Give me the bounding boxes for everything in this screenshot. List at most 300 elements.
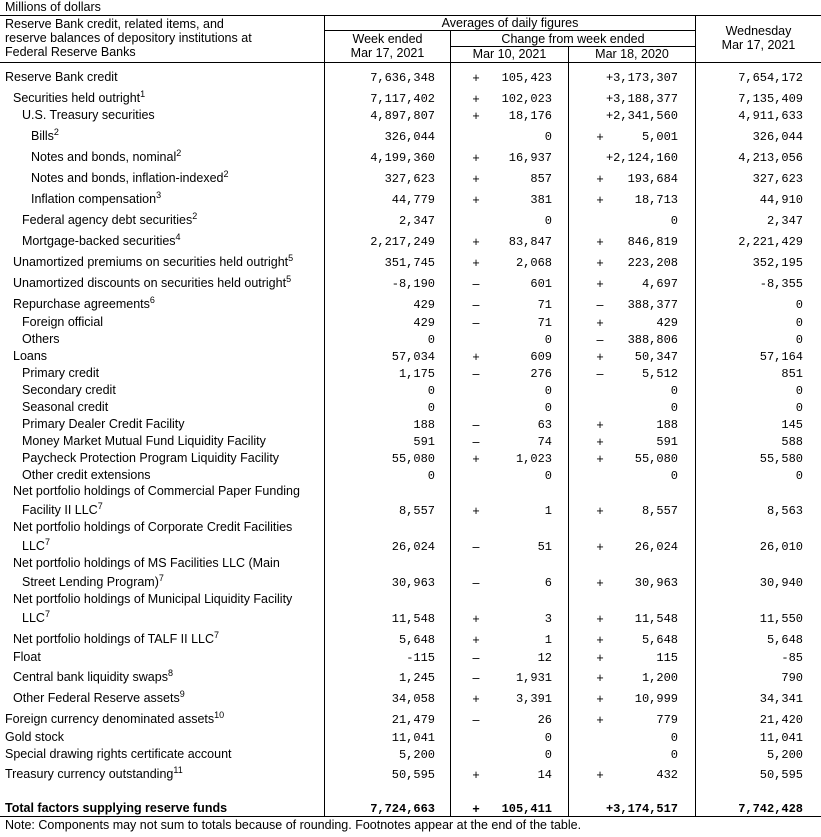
change-1-sign: + [472,802,480,816]
change-2-value: 591 [656,435,678,449]
row-label [13,667,173,684]
row-label-text: Others [22,332,60,346]
row-label-text: Special drawing rights certificate account [5,747,232,761]
row-label-line-1: Net portfolio holdings of Commercial Paper Funding [13,484,300,498]
footnote-ref: 1 [140,88,146,99]
change-1-sign: – [472,298,480,312]
change-1-sign: + [472,633,480,647]
change-2-value: +3,188,377 [605,92,678,106]
units-note: Millions of dollars [5,0,101,14]
change-1-value: 601 [530,277,552,291]
wednesday-value: 352,195 [752,256,803,270]
change-1-value: 1 [544,504,552,518]
row-label-text: Primary Dealer Credit Facility [22,417,185,431]
change-1-value: 6 [544,576,552,590]
row-label-text: Other Federal Reserve assets [13,691,180,705]
wednesday-value: 0 [795,401,803,415]
week-value: 4,897,807 [370,109,435,123]
change-2-sign: + [596,713,604,727]
change-1-value: 3,391 [515,692,552,706]
row-label [22,231,181,248]
change-1-value: 276 [530,367,552,381]
footnote: Note: Components may not sum to totals because of rounding. Footnotes appear at the end of the table. [5,818,582,832]
row-label-text: Loans [13,349,48,363]
wednesday-value: 44,910 [759,193,803,207]
change-2-value: 388,806 [627,333,678,347]
change-2-sign: – [596,298,604,312]
week-value: 2,347 [398,214,435,228]
row-label [22,366,99,380]
change-2-sign: + [596,316,604,330]
mar18-header: Mar 18, 2020 [595,47,669,61]
change-1-value: 0 [544,130,552,144]
week-value: 327,623 [384,172,435,186]
change-1-sign: + [472,612,480,626]
row-label-text: LLC [22,611,45,625]
footnote-ref: 2 [192,210,198,221]
week-value: 30,963 [391,576,435,590]
header-title-line-1: Reserve Bank credit, related items, and [5,17,224,31]
row-label-text: Gold stock [5,730,65,744]
row-label-text: Float [13,650,41,664]
vrule-2 [450,31,451,816]
change-1-sign: + [472,504,480,518]
change-2-sign: + [596,504,604,518]
change-1-value: 71 [537,316,552,330]
week-value: 188 [413,418,435,432]
change-1-sign: + [472,172,480,186]
change-2-value: +2,124,160 [605,151,678,165]
row-label [31,168,229,185]
row-label [22,417,185,431]
change-1-sign: – [472,435,480,449]
week-value: 7,636,348 [370,71,435,85]
footnote-ref: 9 [179,688,185,699]
change-2-sign: + [596,692,604,706]
change-1-sign: – [472,671,480,685]
wednesday-value: 7,135,409 [738,92,803,106]
change-1-value: 1,023 [515,452,552,466]
change-2-value: 193,684 [627,172,678,186]
row-label-text: Facility II LLC [22,503,98,517]
footnote-ref: 3 [156,189,162,200]
change-1-value: 0 [544,469,552,483]
week-ended-label: Week ended [352,32,423,46]
wednesday-value: 8,563 [766,504,803,518]
row-label-text: Seasonal credit [22,400,109,414]
change-1-sign: + [472,235,480,249]
week-value: 0 [427,469,435,483]
week-value: 429 [413,316,435,330]
row-label [5,709,225,726]
wednesday-value: 4,911,633 [738,109,803,123]
week-value: 8,557 [398,504,435,518]
change-2-sign: + [596,651,604,665]
change-2-value: 50,347 [634,350,678,364]
wednesday-value: 2,221,429 [738,235,803,249]
change-1-sign: – [472,651,480,665]
wednesday-value: 145 [781,418,803,432]
change-2-value: 4,697 [641,277,678,291]
row-label-text: Unamortized premiums on securities held outright [13,255,289,269]
row-label [5,747,232,761]
row-label-text: Total factors supplying reserve funds [5,801,228,815]
change-2-sign: + [596,576,604,590]
week-value: -8,190 [391,277,435,291]
wednesday-value: 11,041 [759,731,803,745]
row-label-line-1: Net portfolio holdings of Municipal Liquidity Facility [13,592,293,606]
wednesday-value: 5,648 [766,633,803,647]
row-label-text: Central bank liquidity swaps [13,670,168,684]
row-label [13,252,294,269]
averages-rule [324,30,695,31]
change-2-value: 26,024 [634,540,678,554]
header-title-line-3: Federal Reserve Banks [5,45,136,59]
row-label-text: Reserve Bank credit [5,70,118,84]
week-value: 50,595 [391,768,435,782]
change-1-sign: – [472,316,480,330]
change-1-value: 0 [544,748,552,762]
row-label-text: Net portfolio holdings of TALF II LLC [13,632,215,646]
row-label-line-1: Net portfolio holdings of Corporate Credit Facilities [13,520,293,534]
change-2-value: 11,548 [634,612,678,626]
footnote-ref: 4 [175,231,181,242]
vrule-3 [568,47,569,816]
change-2-value: 5,648 [641,633,678,647]
change-2-value: 5,512 [641,367,678,381]
week-value: 351,745 [384,256,435,270]
row-label [5,801,227,815]
change-2-sign: + [596,193,604,207]
change-1-sign: + [472,692,480,706]
change-2-value: 0 [670,469,678,483]
change-1-value: 0 [544,401,552,415]
wednesday-value: 0 [795,298,803,312]
change-2-value: 188 [656,418,678,432]
change-2-sign: + [596,418,604,432]
footnote-ref: 7 [158,572,164,583]
change-2-value: 0 [670,731,678,745]
change-1-sign: – [472,576,480,590]
week-value: 44,779 [391,193,435,207]
change-2-sign: – [596,333,604,347]
change-1-value: 0 [544,731,552,745]
footnote-ref: 5 [288,252,294,263]
wednesday-value: 11,550 [759,612,803,626]
change-1-value: 16,937 [508,151,552,165]
change-2-value: 30,963 [634,576,678,590]
wednesday-date: Mar 17, 2021 [721,38,796,52]
vrule-4 [695,15,696,816]
change-1-sign: + [472,452,480,466]
week-value: 11,041 [391,731,435,745]
wednesday-label: Wednesday [725,24,792,38]
row-label-text: Street Lending Program) [22,575,159,589]
week-value: 34,058 [391,692,435,706]
row-label [31,147,182,164]
week-value: 55,080 [391,452,435,466]
change-1-sign: – [472,418,480,432]
row-label [22,315,103,329]
row-label [13,88,146,105]
change-1-value: 14 [537,768,552,782]
footnote-ref: 10 [214,709,225,720]
row-label-text: Federal agency debt securities [22,213,193,227]
change-header: Change from week ended [501,32,645,46]
change-2-sign: + [596,256,604,270]
row-label-text: Mortgage-backed securities [22,234,176,248]
week-value: 0 [427,333,435,347]
row-label [22,210,198,227]
footnote-ref: 11 [173,764,183,775]
header-title [5,17,252,59]
change-1-sign: – [472,367,480,381]
week-value: 0 [427,384,435,398]
wednesday-value: 50,595 [759,768,803,782]
row-label [22,108,155,122]
week-value: 0 [427,401,435,415]
wednesday-value: 326,044 [752,130,803,144]
change-2-sign: + [596,671,604,685]
change-1-value: 18,176 [508,109,552,123]
wednesday-value: 4,213,056 [738,151,803,165]
change-1-value: 3 [544,612,552,626]
change-1-value: 1 [544,633,552,647]
row-label-text: Notes and bonds, inflation-indexed [31,171,224,185]
footnote-ref: 7 [214,629,220,640]
change-1-sign: + [472,92,480,106]
wednesday-value: 55,580 [759,452,803,466]
footnote-ref: 2 [53,126,59,137]
change-1-value: 102,023 [501,92,552,106]
wednesday-value: 327,623 [752,172,803,186]
row-label-text: LLC [22,539,45,553]
change-1-value: 83,847 [508,235,552,249]
row-label-text: Money Market Mutual Fund Liquidity Facility [22,434,266,448]
week-value: 2,217,249 [370,235,435,249]
week-value: 326,044 [384,130,435,144]
wednesday-value: 2,347 [766,214,803,228]
week-value: 1,175 [398,367,435,381]
row-label-text: Bills [31,129,54,143]
row-label-text: Primary credit [22,366,100,380]
week-value: 11,548 [391,612,435,626]
change-1-value: 0 [544,214,552,228]
week-value: 5,200 [398,748,435,762]
change-1-sign: + [472,768,480,782]
row-label-text: Notes and bonds, nominal [31,150,177,164]
change-2-sign: + [596,277,604,291]
wednesday-value: 34,341 [759,692,803,706]
week-value: 7,724,663 [370,802,435,816]
row-label [5,70,118,84]
change-2-sign: + [596,130,604,144]
wednesday-value: 7,742,428 [738,802,803,816]
row-label [31,126,59,143]
wednesday-value: 851 [781,367,803,381]
week-value: 21,479 [391,713,435,727]
footnote-ref: 6 [149,294,155,305]
row-label-text: Foreign currency denominated assets [5,712,215,726]
averages-header: Averages of daily figures [441,16,579,30]
row-label [22,400,108,414]
row-label [31,189,162,206]
row-label-text: Secondary credit [22,383,116,397]
change-1-value: 609 [530,350,552,364]
change-1-sign: + [472,109,480,123]
change-2-value: 779 [656,713,678,727]
header-bottom-rule [0,62,821,63]
week-value: 5,648 [398,633,435,647]
row-label-text: Unamortized discounts on securities held outright [13,276,287,290]
change-2-sign: + [596,768,604,782]
change-2-sign: + [596,452,604,466]
week-value: 26,024 [391,540,435,554]
footnote-ref: 7 [97,500,103,511]
week-value: 429 [413,298,435,312]
change-1-value: 71 [537,298,552,312]
row-label [22,572,164,589]
week-value: 4,199,360 [370,151,435,165]
vrule-1 [324,15,325,816]
footnote-ref: 2 [176,147,182,158]
row-label [13,349,47,363]
wednesday-value: 0 [795,469,803,483]
change-1-value: 2,068 [515,256,552,270]
row-label [13,273,292,290]
change-1-value: 0 [544,384,552,398]
change-2-value: 0 [670,748,678,762]
change-1-value: 12 [537,651,552,665]
change-2-value: 8,557 [641,504,678,518]
row-label [13,294,155,311]
week-ended-date: Mar 17, 2021 [350,46,425,60]
change-2-sign: + [596,350,604,364]
change-2-value: 223,208 [627,256,678,270]
row-label-line-1: Net portfolio holdings of MS Facilities LLC (Main [13,556,280,570]
row-label [22,536,50,553]
row-label [5,730,64,744]
footnote-ref: 5 [286,273,292,284]
change-2-value: 846,819 [627,235,678,249]
row-label [13,650,41,664]
change-2-value: 388,377 [627,298,678,312]
change-2-value: 55,080 [634,452,678,466]
wednesday-value: 0 [795,384,803,398]
wednesday-value: 26,010 [759,540,803,554]
change-1-sign: – [472,540,480,554]
row-label [22,434,266,448]
week-ended-header [325,32,450,60]
row-label-text: Other credit extensions [22,468,151,482]
change-1-value: 1,931 [515,671,552,685]
change-1-value: 63 [537,418,552,432]
change-2-value: +2,341,560 [605,109,678,123]
row-label-text: Repurchase agreements [13,297,150,311]
change-1-value: 105,423 [501,71,552,85]
change-1-value: 26 [537,713,552,727]
footnote-ref: 2 [223,168,229,179]
wednesday-value: 21,420 [759,713,803,727]
wednesday-value: -8,355 [759,277,803,291]
row-label [22,500,103,517]
change-2-sign: + [596,172,604,186]
footnote-ref: 8 [167,667,173,678]
footnote-ref: 7 [44,536,50,547]
wednesday-value: 57,164 [759,350,803,364]
row-label [5,764,183,781]
change-2-value: 429 [656,316,678,330]
row-label-text: Inflation compensation [31,192,157,206]
change-2-sign: + [596,435,604,449]
wednesday-value: 0 [795,333,803,347]
change-2-value: 432 [656,768,678,782]
week-value: 1,245 [398,671,435,685]
change-2-sign: + [596,612,604,626]
row-label-text: Paycheck Protection Program Liquidity Facility [22,451,280,465]
change-1-value: 857 [530,172,552,186]
change-2-sign: – [596,367,604,381]
row-label-text: Treasury currency outstanding [5,767,174,781]
change-1-sign: + [472,350,480,364]
week-value: 591 [413,435,435,449]
change-1-sign: + [472,256,480,270]
row-label [22,332,60,346]
change-2-value: 18,713 [634,193,678,207]
change-2-value: 115 [656,651,678,665]
change-2-value: 1,200 [641,671,678,685]
change-1-sign: – [472,277,480,291]
change-2-value: +3,173,307 [605,71,678,85]
row-label-text: Securities held outright [13,91,141,105]
change-1-value: 0 [544,333,552,347]
change-2-value: +3,174,517 [605,802,678,816]
change-1-value: 74 [537,435,552,449]
wednesday-value: 7,654,172 [738,71,803,85]
week-value: -115 [406,651,435,665]
change-1-sign: + [472,151,480,165]
wednesday-value: 30,940 [759,576,803,590]
wednesday-value: 5,200 [766,748,803,762]
change-1-value: 51 [537,540,552,554]
header-title-line-2: reserve balances of depository institutions at [5,31,252,45]
wednesday-value: -85 [781,651,803,665]
change-1-value: 105,411 [501,802,552,816]
wednesday-value: 588 [781,435,803,449]
week-value: 57,034 [391,350,435,364]
change-2-value: 5,001 [641,130,678,144]
change-2-sign: + [596,235,604,249]
row-label [22,608,50,625]
change-1-sign: + [472,193,480,207]
bottom-rule [0,816,821,817]
change-2-value: 10,999 [634,692,678,706]
row-label-text: U.S. Treasury securities [22,108,155,122]
row-label-text: Foreign official [22,315,104,329]
mar10-header: Mar 10, 2021 [472,47,547,61]
change-2-value: 0 [670,214,678,228]
change-2-sign: + [596,633,604,647]
row-label [22,451,279,465]
row-label [13,629,220,646]
row-label [22,468,151,482]
wednesday-value: 790 [781,671,803,685]
wednesday-header [696,24,821,52]
footnote-ref: 7 [44,608,50,619]
week-value: 7,117,402 [370,92,435,106]
change-2-sign: + [596,540,604,554]
change-1-sign: + [472,71,480,85]
